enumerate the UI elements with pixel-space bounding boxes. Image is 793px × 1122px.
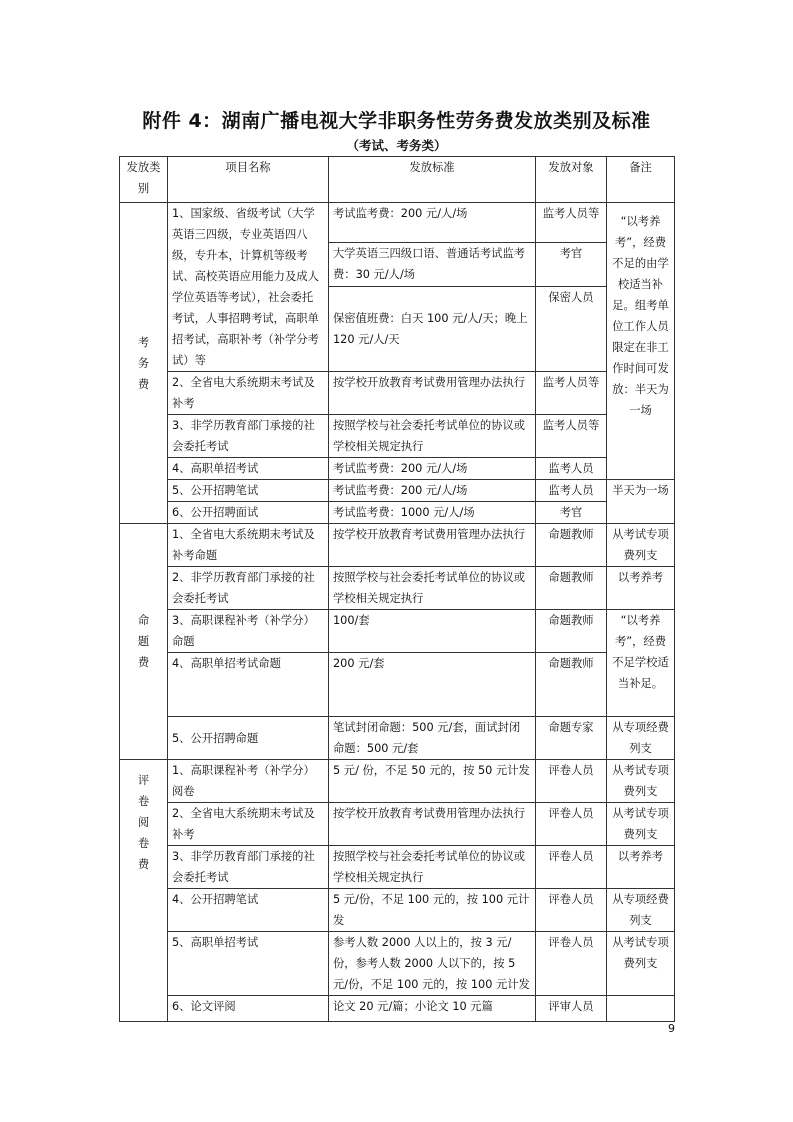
target-cell: 命题专家 (536, 717, 607, 760)
target-cell: 评卷人员 (536, 760, 607, 803)
table-row (120, 610, 675, 653)
table-row (120, 458, 675, 480)
page-subtitle: （考试、考务类） (346, 138, 447, 153)
standard-cell: 按照学校与社会委托考试单位的协议或学校相关规定执行 (329, 846, 536, 889)
standard-cell: 按照学校与社会委托考试单位的协议或学校相关规定执行 (329, 567, 536, 610)
standard-cell: 考试监考费：200 元/人/场 (329, 480, 536, 502)
item-cell: 2、全省电大系统期末考试及补考 (168, 803, 329, 846)
table-row (120, 760, 675, 803)
standard-cell: 200 元/套 (329, 653, 536, 717)
target-cell: 保密人员 (536, 287, 607, 372)
standard-cell: 笔试封闭命题：500 元/套，面试封闭命题：500 元/套 (329, 717, 536, 760)
note-cell: 以考养考 (607, 846, 675, 889)
target-cell: 考官 (536, 502, 607, 524)
target-cell: 评卷人员 (536, 803, 607, 846)
standard-cell: 考试监考费：1000 元/人/场 (329, 502, 536, 524)
standard-cell: 按照学校与社会委托考试单位的协议或学校相关规定执行 (329, 415, 536, 458)
target-cell: 监考人员等 (536, 372, 607, 415)
target-cell: 评卷人员 (536, 932, 607, 996)
note-cell: 从专项经费列支 (607, 889, 675, 932)
note-cell: 以考养考 (607, 567, 675, 610)
category-proposition-fee: 命题费 (120, 524, 168, 760)
standard-cell: 保密值班费：白天 100 元/人/天；晚上 120 元/人/天 (329, 287, 536, 372)
note-cell (607, 996, 675, 1022)
category-exam-fee: 考务费 (120, 203, 168, 524)
fee-standards-table (119, 156, 675, 1022)
item-cell: 2、全省电大系统期末考试及补考 (168, 372, 329, 415)
standard-cell: 100/套 (329, 610, 536, 653)
page-number: 9 (668, 1022, 675, 1035)
table-row (120, 567, 675, 610)
table-row (120, 653, 675, 717)
table-row (120, 524, 675, 567)
standard-cell: 按学校开放教育考试费用管理办法执行 (329, 372, 536, 415)
note-cell: 从考试专项费列支 (607, 524, 675, 567)
target-cell: 评审人员 (536, 996, 607, 1022)
item-cell: 4、高职单招考试 (168, 458, 329, 480)
item-cell: 6、论文评阅 (168, 996, 329, 1022)
note-cell: 从考试专项费列支 (607, 932, 675, 996)
target-cell: 命题教师 (536, 653, 607, 717)
table-row (120, 372, 675, 415)
table-row (120, 717, 675, 760)
table-row (120, 203, 675, 243)
target-cell: 评卷人员 (536, 846, 607, 889)
item-cell: 5、公开招聘笔试 (168, 480, 329, 502)
table-row (120, 846, 675, 889)
note-cell: 从考试专项费列支 (607, 803, 675, 846)
item-cell: 5、公开招聘命题 (168, 717, 329, 760)
item-cell: 1、国家级、省级考试（大学英语三四级，专业英语四八级，专升本，计算机等级考试、高校英语应用能力及成人学位英语等考试），社会委托考试，人事招聘考试，高职单招考试，高职补考（补学分考试）等 (168, 203, 329, 372)
note-cell: “以考养考”，经费不足学校适当补足。 (607, 610, 675, 717)
category-grading-fee: 评卷阅卷费 (120, 760, 168, 1022)
standard-cell: 大学英语三四级口语、普通话考试监考费：30 元/人/场 (329, 243, 536, 287)
table-row (120, 803, 675, 846)
table-row (120, 480, 675, 502)
note-cell: 从专项经费列支 (607, 717, 675, 760)
target-cell: 考官 (536, 243, 607, 287)
item-cell: 3、非学历教育部门承接的社会委托考试 (168, 415, 329, 458)
target-cell: 命题教师 (536, 524, 607, 567)
target-cell: 监考人员 (536, 458, 607, 480)
standard-cell: 5 元/ 份，不足 50 元的，按 50 元计发 (329, 760, 536, 803)
table-header-row (120, 157, 675, 203)
target-cell: 监考人员 (536, 480, 607, 502)
note-cell: 从考试专项费列支 (607, 760, 675, 803)
item-cell: 6、公开招聘面试 (168, 502, 329, 524)
note-cell: 半天为一场 (607, 480, 675, 524)
header-item: 项目名称 (168, 157, 329, 203)
standard-cell: 5 元/份，不足 100 元的，按 100 元计发 (329, 889, 536, 932)
item-cell: 2、非学历教育部门承接的社会委托考试 (168, 567, 329, 610)
page-title: 附件 4：湖南广播电视大学非职务性劳务费发放类别及标准 (142, 110, 651, 132)
header-standard: 发放标准 (329, 157, 536, 203)
item-cell: 3、非学历教育部门承接的社会委托考试 (168, 846, 329, 889)
table-row (120, 889, 675, 932)
table-row (120, 932, 675, 996)
standard-cell: 考试监考费：200 元/人/场 (329, 203, 536, 243)
item-cell: 1、全省电大系统期末考试及补考命题 (168, 524, 329, 567)
standard-cell: 论文 20 元/篇；小论文 10 元篇 (329, 996, 536, 1022)
standard-cell: 考试监考费：200 元/人/场 (329, 458, 536, 480)
standard-cell: 按学校开放教育考试费用管理办法执行 (329, 524, 536, 567)
standard-cell: 按学校开放教育考试费用管理办法执行 (329, 803, 536, 846)
item-cell: 1、高职课程补考（补学分）阅卷 (168, 760, 329, 803)
header-target: 发放对象 (536, 157, 607, 203)
target-cell: 命题教师 (536, 610, 607, 653)
target-cell: 监考人员等 (536, 203, 607, 243)
target-cell: 命题教师 (536, 567, 607, 610)
table-row (120, 415, 675, 458)
item-cell: 4、公开招聘笔试 (168, 889, 329, 932)
standard-cell: 参考人数 2000 人以上的，按 3 元/份，参考人数 2000 人以下的，按 5 元/份，不足 100 元的，按 100 元计发 (329, 932, 536, 996)
note-cell: “以考养考”，经费不足的由学校适当补足。组考单位工作人员限定在非工作时间可发放：半天为一场 (607, 203, 675, 480)
header-category: 发放类别 (120, 157, 168, 203)
item-cell: 3、高职课程补考（补学分）命题 (168, 610, 329, 653)
target-cell: 监考人员等 (536, 415, 607, 458)
target-cell: 评卷人员 (536, 889, 607, 932)
table-row (120, 996, 675, 1022)
item-cell: 4、高职单招考试命题 (168, 653, 329, 717)
item-cell: 5、高职单招考试 (168, 932, 329, 996)
table-row (120, 502, 675, 524)
header-note: 备注 (607, 157, 675, 203)
